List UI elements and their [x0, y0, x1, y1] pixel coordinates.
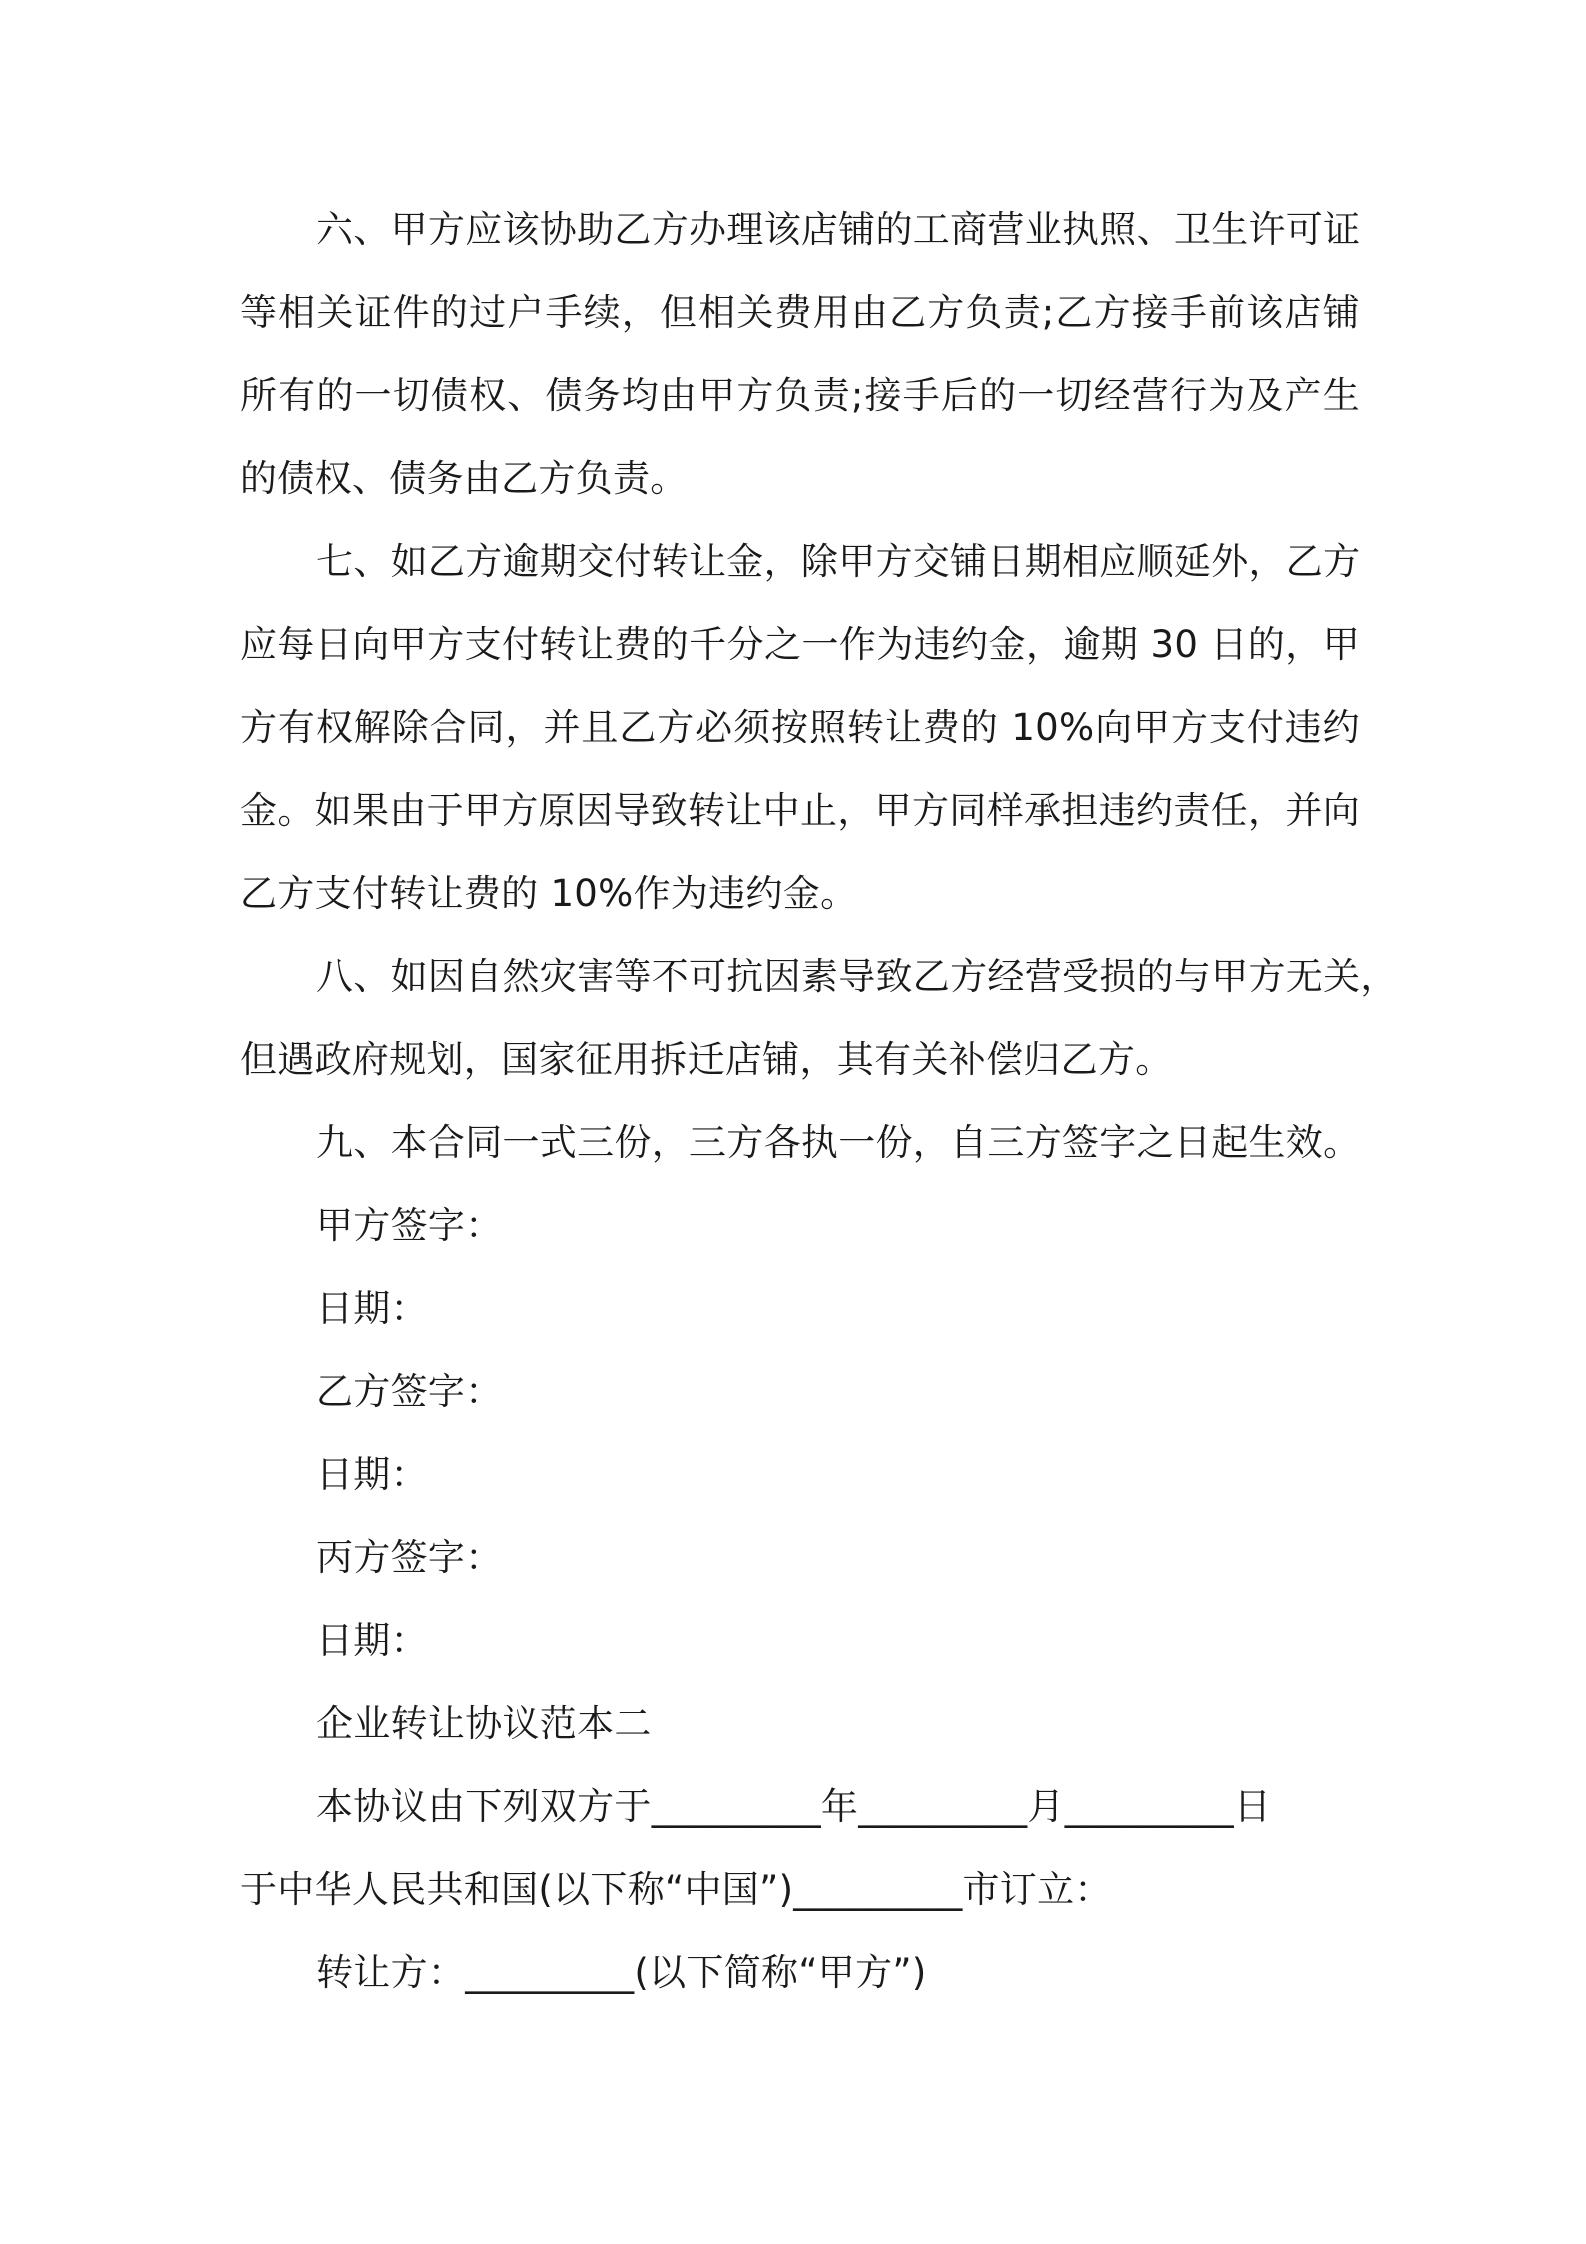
paragraph-7-line-5: 乙方支付转让费的 10%作为违约金。: [240, 872, 858, 915]
paragraph-7-line-3: 方有权解除合同，并且乙方必须按照转让费的 10%向甲方支付违约: [240, 706, 1360, 749]
paragraph-7-line-4: 金。如果由于甲方原因导致转让中止，甲方同样承担违约责任，并向: [240, 789, 1360, 832]
party-c-date-label: 日期：: [316, 1619, 428, 1662]
paragraph-6-line-3: 所有的一切债权、债务均由甲方负责;接手后的一切经营行为及产生: [240, 374, 1360, 417]
paragraph-8-line-2: 但遇政府规划，国家征用拆迁店铺，其有关补偿归乙方。: [240, 1038, 1173, 1081]
paragraph-8-line-1: 八、如因自然灾害等不可抗因素导致乙方经营受损的与甲方无关，: [316, 955, 1398, 998]
paragraph-6-line-1: 六、甲方应该协助乙方办理该店铺的工商营业执照、卫生许可证: [316, 208, 1361, 251]
section-title: 企业转让协议范本二: [316, 1702, 652, 1745]
paragraph-7-line-1: 七、如乙方逾期交付转让金，除甲方交铺日期相应顺延外，乙方: [316, 540, 1361, 583]
party-c-signature-label: 丙方签字：: [316, 1536, 503, 1579]
transferor-line: 转让方：_________(以下简称“甲方”): [316, 1951, 927, 1994]
paragraph-9: 九、本合同一式三份，三方各执一份，自三方签字之日起生效。: [316, 1121, 1361, 1164]
party-a-date-label: 日期：: [316, 1287, 428, 1330]
agreement-intro-line-1: 本协议由下列双方于_________年_________月_________日: [316, 1785, 1272, 1828]
agreement-intro-line-2: 于中华人民共和国(以下称“中国”)_________市订立：: [240, 1868, 1112, 1911]
paragraph-7-line-2: 应每日向甲方支付转让费的千分之一作为违约金，逾期 30 日的，甲: [240, 623, 1360, 666]
paragraph-6-line-2: 等相关证件的过户手续，但相关费用由乙方负责;乙方接手前该店铺: [240, 291, 1360, 334]
party-b-signature-label: 乙方签字：: [316, 1370, 503, 1413]
party-b-date-label: 日期：: [316, 1453, 428, 1496]
party-a-signature-label: 甲方签字：: [316, 1204, 503, 1247]
paragraph-6-line-4: 的债权、债务由乙方负责。: [240, 457, 688, 500]
